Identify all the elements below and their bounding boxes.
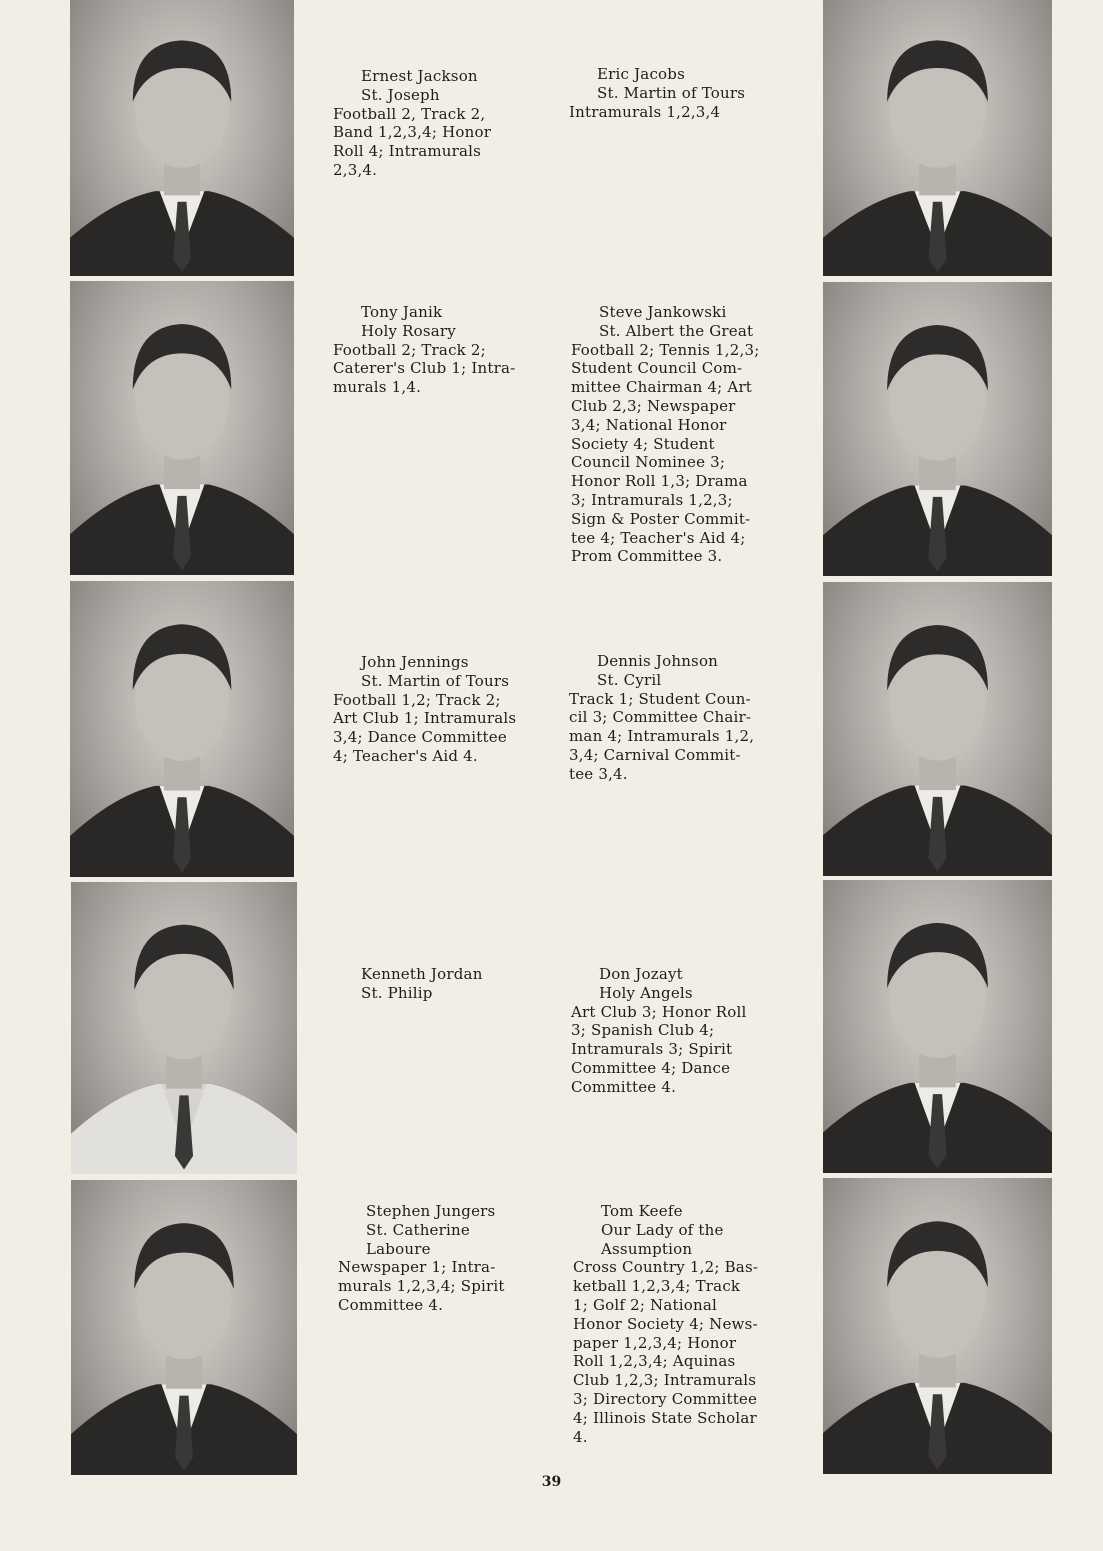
- student-activities-line: Club 1,2,3; Intramurals: [573, 1371, 757, 1390]
- student-parish: St. Catherine: [366, 1220, 470, 1239]
- student-bio-stephen-jungers: [338, 1202, 563, 1315]
- student-activities-line: Committee 4; Dance: [571, 1058, 731, 1077]
- student-name: John Jennings: [361, 653, 469, 671]
- student-activities-line: tee 3,4.: [569, 764, 628, 783]
- portrait-silhouette: [70, 581, 294, 877]
- student-name: Steve Jankowski: [599, 303, 727, 321]
- student-activities-line: murals 1,4.: [333, 378, 422, 397]
- student-activities-line: Cross Country 1,2; Bas-: [573, 1258, 759, 1277]
- student-activities-line: Prom Committee 3.: [571, 547, 723, 566]
- student-name: Kenneth Jordan: [361, 965, 483, 983]
- student-activities-line: Football 2; Tennis 1,2,3;: [571, 340, 760, 359]
- student-activities-line: Band 1,2,3,4; Honor: [333, 123, 492, 142]
- portrait-photo-stephen-jungers: [71, 1180, 297, 1475]
- student-activities-line: 3; Spanish Club 4;: [571, 1021, 715, 1040]
- portrait-photo-tom-keefe: [823, 1178, 1052, 1474]
- student-activities-line: Sign & Poster Commit-: [571, 509, 751, 528]
- page-number: 39: [541, 1474, 562, 1490]
- student-activities-line: 3; Directory Committee: [573, 1389, 758, 1408]
- student-activities-line: Art Club 1; Intramurals: [333, 709, 517, 728]
- student-activities-line: 2,3,4.: [333, 160, 378, 179]
- student-activities-line: Honor Roll 1,3; Drama: [571, 472, 748, 491]
- portrait-silhouette: [70, 0, 294, 276]
- student-activities-line: ketball 1,2,3,4; Track: [573, 1277, 741, 1296]
- student-parish: Our Lady of the: [601, 1220, 724, 1239]
- portrait-photo-steve-jankowski: [823, 282, 1052, 576]
- student-name: Ernest Jackson: [361, 67, 478, 85]
- student-name: Tom Keefe: [601, 1202, 683, 1220]
- student-name: Don Jozayt: [599, 965, 683, 983]
- portrait-silhouette: [823, 880, 1052, 1173]
- student-activities-line: Roll 1,2,3,4; Aquinas: [573, 1352, 736, 1371]
- student-parish: St. Joseph: [361, 85, 440, 104]
- portrait-photo-dennis-johnson: [823, 582, 1052, 876]
- student-parish: St. Albert the Great: [599, 321, 754, 340]
- student-name: Stephen Jungers: [366, 1202, 496, 1220]
- student-parish: St. Martin of Tours: [361, 671, 510, 690]
- student-activities-line: 4; Teacher's Aid 4.: [333, 746, 478, 765]
- student-activities-line: mittee Chairman 4; Art: [571, 378, 753, 397]
- student-bio-tom-keefe: [573, 1202, 803, 1446]
- student-activities-line: Caterer's Club 1; Intra-: [333, 359, 516, 378]
- student-parish: St. Martin of Tours: [597, 83, 746, 102]
- student-activities-line: 3,4; National Honor: [571, 415, 727, 434]
- portrait-silhouette: [823, 582, 1052, 876]
- student-activities-line: Club 2,3; Newspaper: [571, 396, 736, 415]
- student-name: Eric Jacobs: [597, 65, 685, 83]
- student-parish: Holy Rosary: [361, 321, 456, 340]
- student-bio-kenneth-jordan: [333, 965, 558, 1003]
- student-parish: St. Philip: [361, 983, 433, 1002]
- student-activities-line: Committee 4.: [338, 1295, 444, 1314]
- portrait-silhouette: [823, 1178, 1052, 1474]
- student-bio-eric-jacobs: [569, 65, 794, 121]
- portrait-silhouette: [71, 1180, 297, 1475]
- student-bio-john-jennings: [333, 653, 558, 766]
- portrait-silhouette: [823, 282, 1052, 576]
- student-parish: Assumption: [601, 1239, 693, 1258]
- student-activities-line: 3,4; Dance Committee: [333, 728, 507, 747]
- student-activities-line: Football 2; Track 2;: [333, 340, 486, 359]
- portrait-silhouette: [71, 882, 297, 1174]
- student-activities-line: Society 4; Student: [571, 434, 715, 453]
- student-activities-line: Student Council Com-: [571, 359, 743, 378]
- portrait-photo-eric-jacobs: [823, 0, 1052, 276]
- portrait-silhouette: [70, 281, 294, 575]
- student-activities-line: Art Club 3; Honor Roll: [571, 1002, 747, 1021]
- portrait-silhouette: [823, 0, 1052, 276]
- student-activities-line: paper 1,2,3,4; Honor: [573, 1333, 737, 1352]
- student-activities-line: tee 4; Teacher's Aid 4;: [571, 528, 746, 547]
- portrait-photo-ernest-jackson: [70, 0, 294, 276]
- student-activities-line: Roll 4; Intramurals: [333, 142, 482, 161]
- student-parish: Laboure: [366, 1239, 431, 1258]
- student-activities-line: 4; Illinois State Scholar: [573, 1408, 757, 1427]
- portrait-photo-tony-janik: [70, 281, 294, 575]
- student-activities-line: man 4; Intramurals 1,2,: [569, 727, 755, 746]
- student-bio-ernest-jackson: [333, 67, 558, 180]
- student-activities-line: Council Nominee 3;: [571, 453, 726, 472]
- student-activities-line: Football 2, Track 2,: [333, 104, 486, 123]
- student-activities-line: 1; Golf 2; National: [573, 1295, 717, 1314]
- student-activities-line: Track 1; Student Coun-: [569, 689, 751, 708]
- student-bio-dennis-johnson: [569, 652, 794, 784]
- student-parish: St. Cyril: [597, 670, 662, 689]
- student-activities-line: 3; Intramurals 1,2,3;: [571, 490, 733, 509]
- student-bio-tony-janik: [333, 303, 558, 397]
- portrait-photo-kenneth-jordan: [71, 882, 297, 1174]
- student-activities-line: 4.: [573, 1427, 588, 1446]
- student-activities-line: 3,4; Carnival Commit-: [569, 745, 741, 764]
- portrait-photo-john-jennings: [70, 581, 294, 877]
- student-activities-line: Intramurals 3; Spirit: [571, 1040, 733, 1059]
- student-activities-line: murals 1,2,3,4; Spirit: [338, 1277, 505, 1296]
- student-activities-line: Honor Society 4; News-: [573, 1314, 758, 1333]
- portrait-photo-don-jozayt: [823, 880, 1052, 1173]
- student-parish: Holy Angels: [599, 983, 693, 1002]
- student-name: Dennis Johnson: [597, 652, 719, 670]
- student-bio-don-jozayt: [571, 965, 796, 1097]
- student-name: Tony Janik: [361, 303, 443, 321]
- student-bio-steve-jankowski: [571, 303, 801, 566]
- student-activities-line: Newspaper 1; Intra-: [338, 1258, 496, 1277]
- student-activities-line: Committee 4.: [571, 1077, 677, 1096]
- student-activities-line: Football 1,2; Track 2;: [333, 690, 501, 709]
- student-activities-line: cil 3; Committee Chair-: [569, 708, 752, 727]
- student-activities-line: Intramurals 1,2,3,4: [569, 102, 721, 121]
